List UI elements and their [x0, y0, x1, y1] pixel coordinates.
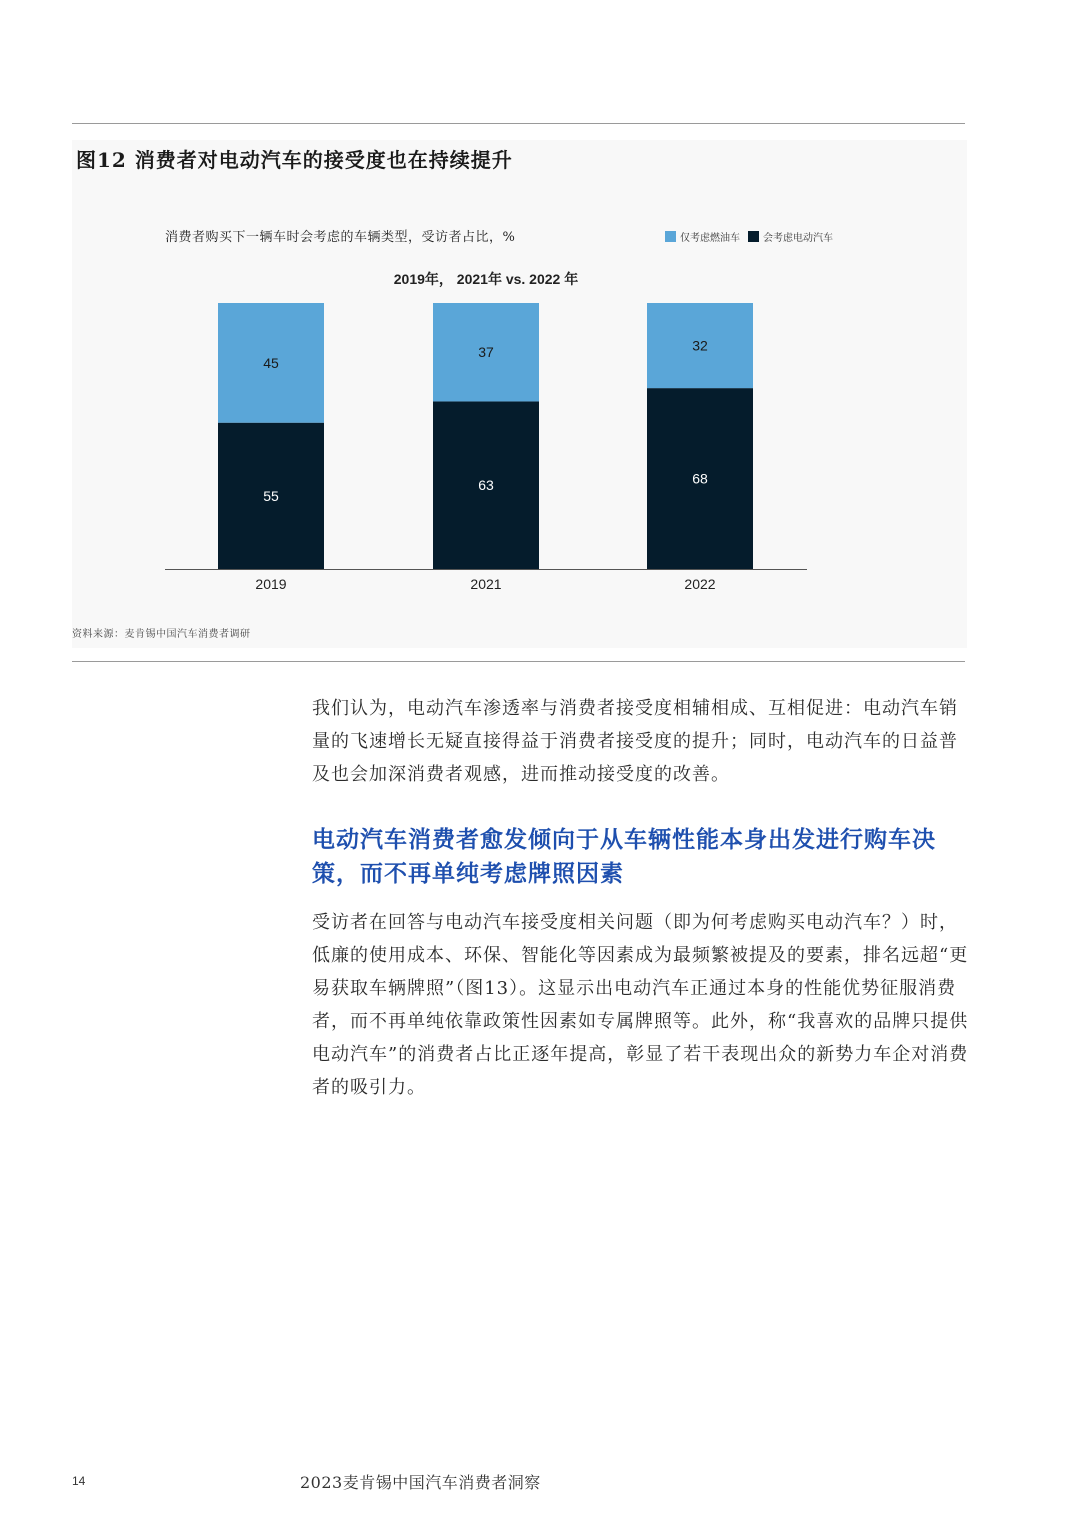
stacked-bar-chart [0, 0, 1080, 620]
legend-label-ice: 仅考虑燃油车 [680, 233, 740, 244]
body-paragraph-1: 我们认为，电动汽车渗透率与消费者接受度相辅相成、互相促进：电动汽车销量的飞速增长无疑直接得益于消费者接受度的提升；同时，电动汽车的日益普及也会加深消费者观感，进而推动接受度的改善。 [312, 698, 958, 785]
legend-label-ev: 会考虑电动汽车 [763, 233, 833, 244]
bar-value-label-2021-ice: 37 [478, 344, 494, 361]
figure-source: 资料来源：麦肯锡中国汽车消费者调研 [72, 629, 251, 640]
x-tick-label-2021: 2021 [470, 576, 502, 592]
bar-value-label-2022-ev: 68 [692, 470, 708, 487]
bar-value-label-2021-ev: 63 [478, 477, 494, 494]
chart-range-label: 2019年， 2021年 vs. 2022 年 [393, 271, 579, 287]
x-tick-label-2022: 2022 [684, 576, 716, 592]
page-number: 14 [72, 1474, 86, 1488]
bar-value-label-2019-ice: 45 [263, 354, 279, 371]
x-tick-label-2019: 2019 [255, 576, 287, 592]
footer-report-title: 2023麦肯锡中国汽车消费者洞察 [300, 1473, 541, 1492]
body-paragraph-2: 受访者在回答与电动汽车接受度相关问题（即为何考虑购买电动汽车？）时，低廉的使用成本、环保、智能化等因素成为最频繁被提及的要素，排名远超“更易获取车辆牌照”（图13）。这显示出电动汽车正通过本身的性能优势征服消费者，而不再单纯依靠政策性因素如专属牌照等。此外，称“我喜欢的品牌只提供电动汽车”的消费者占比正逐年提高，彰显了若干表现出众的新势力车企对消费者的吸引力。 [312, 912, 969, 1098]
bottom-rule [72, 661, 965, 662]
figure-title: 图12 消费者对电动汽车的接受度也在持续提升 [76, 148, 513, 172]
bar-value-label-2019-ev: 55 [263, 487, 279, 504]
section-heading: 电动汽车消费者愈发倾向于从车辆性能本身出发进行购车决策，而不再单纯考虑牌照因素 [312, 826, 936, 887]
bar-value-label-2022-ice: 32 [692, 337, 708, 354]
chart-subtitle: 消费者购买下一辆车时会考虑的车辆类型，受访者占比，% [165, 230, 516, 245]
